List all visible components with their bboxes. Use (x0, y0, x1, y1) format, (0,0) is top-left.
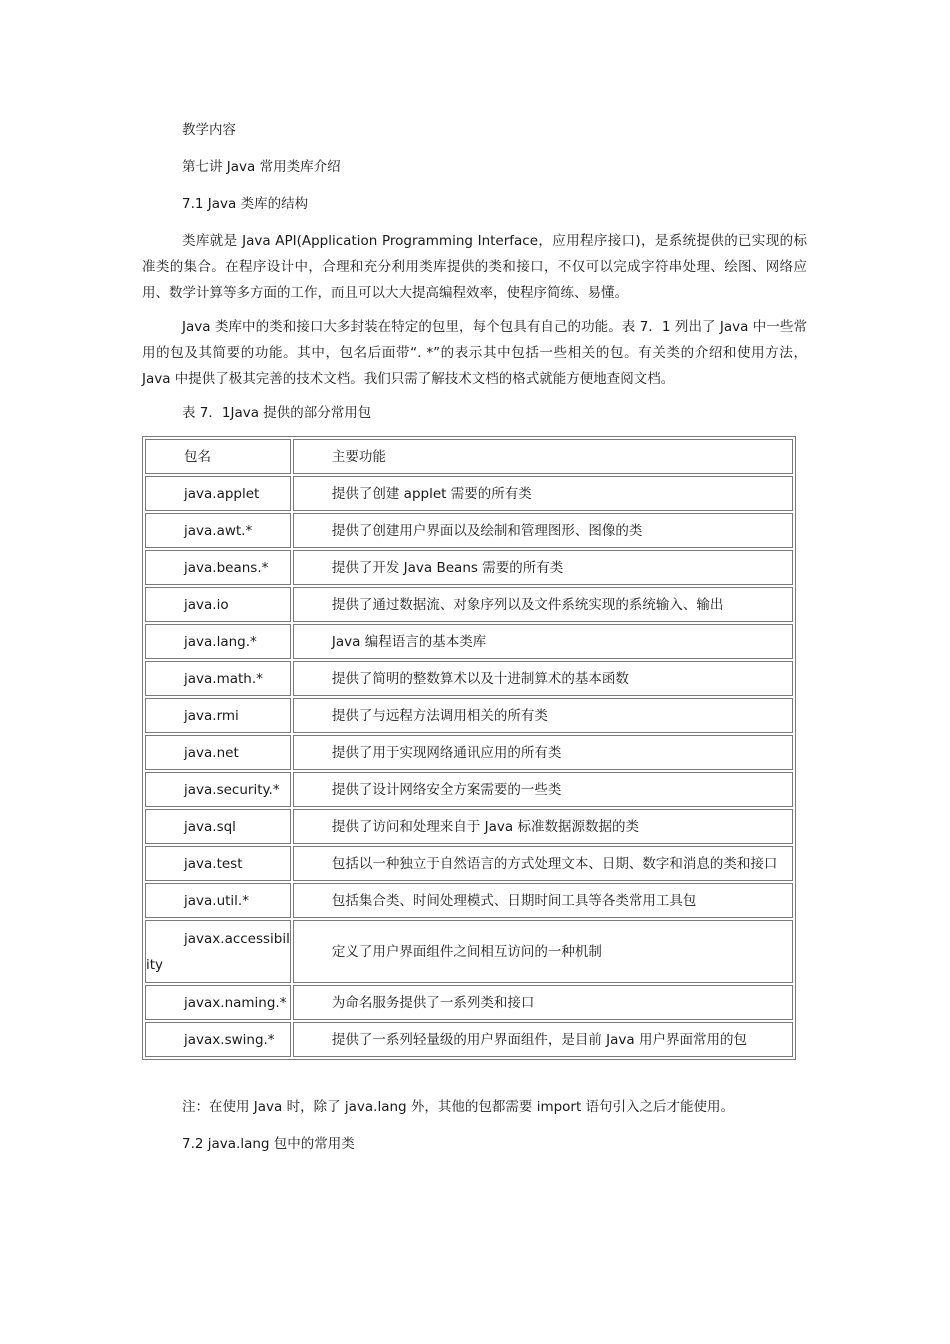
heading-7-1: 7.1 Java 类库的结构 (182, 196, 309, 212)
package-name-line-1: javax.accessibil (184, 930, 290, 947)
heading-7-2: 7.2 java.lang 包中的常用类 (182, 1136, 355, 1152)
table-row (145, 772, 793, 807)
table-caption: 表 7．1Java 提供的部分常用包 (182, 405, 372, 421)
package-function-cell: 提供了用于实现网络通讯应用的所有类 (293, 735, 793, 770)
package-function-cell: 提供了设计网络安全方案需要的一些类 (293, 772, 793, 807)
header-main-function: 主要功能 (293, 439, 793, 474)
table-row (145, 550, 793, 585)
package-function-cell: 为命名服务提供了一系列类和接口 (293, 985, 793, 1020)
package-name-cell: java.math.* (145, 661, 291, 696)
table-note: 注：在使用 Java 时，除了 java.lang 外，其他的包都需要 import 语句引入之后才能使用。 (182, 1099, 735, 1115)
package-function-cell: 包括集合类、时间处理模式、日期时间工具等各类常用工具包 (293, 883, 793, 918)
package-name-cell: java.net (145, 735, 291, 770)
package-name-line-2: ity (146, 956, 164, 973)
package-name-cell: java.test (145, 846, 291, 881)
package-function-cell: 提供了一系列轻量级的用户界面组件，是目前 Java 用户界面常用的包 (293, 1022, 793, 1057)
package-name-cell: java.lang.* (145, 624, 291, 659)
table-row (145, 476, 793, 511)
package-function-cell: 提供了访问和处理来自于 Java 标准数据源数据的类 (293, 809, 793, 844)
section-label: 教学内容 (182, 122, 236, 138)
package-function-cell: 提供了开发 Java Beans 需要的所有类 (293, 550, 793, 585)
table-row (145, 883, 793, 918)
package-name-cell: java.security.* (145, 772, 291, 807)
package-name-cell: java.applet (145, 476, 291, 511)
package-name-cell: java.rmi (145, 698, 291, 733)
package-function-cell: Java 编程语言的基本类库 (293, 624, 793, 659)
package-function-cell: 提供了创建用户界面以及绘制和管理图形、图像的类 (293, 513, 793, 548)
package-function-cell: 提供了简明的整数算术以及十进制算术的基本函数 (293, 661, 793, 696)
table-row (145, 661, 793, 696)
paragraph-intro: 类库就是 Java API(Application Programming Interface，应用程序接口)，是系统提供的已实现的标准类的集合。在程序设计中，合理和充分利用类库提供的类和接口，不仅可以完成字符串处理、绘图、网络应用、数学计算等多方面的工作，而且可以大大提高编程效率，使程序简练、易懂。 (142, 233, 807, 301)
table-row (145, 809, 793, 844)
package-function-cell: 提供了创建 applet 需要的所有类 (293, 476, 793, 511)
table-row (145, 587, 793, 622)
package-function-cell: 包括以一种独立于自然语言的方式处理文本、日期、数字和消息的类和接口 (293, 846, 793, 881)
package-name-cell: java.sql (145, 809, 291, 844)
package-name-cell: javax.naming.* (145, 985, 291, 1020)
table-row (145, 624, 793, 659)
table-row (145, 513, 793, 548)
package-name-cell: java.util.* (145, 883, 291, 918)
table-header-row (145, 439, 793, 474)
table-row (145, 920, 793, 983)
table-row (145, 985, 793, 1020)
package-name-cell: java.beans.* (145, 550, 291, 585)
package-function-cell: 定义了用户界面组件之间相互访问的一种机制 (293, 920, 793, 983)
package-function-cell: 提供了与远程方法调用相关的所有类 (293, 698, 793, 733)
paragraph-packages: Java 类库中的类和接口大多封装在特定的包里，每个包具有自己的功能。表 7．1 列出了 Java 中一些常用的包及其简要的功能。其中，包名后面带“. *”的表示其中包括一些相关的包。有关类的介绍和使用方法，Java 中提供了极其完善的技术文档。我们只需了解技术文档的格式就能方便地查阅文档。 (142, 319, 807, 387)
package-name-cell: java.io (145, 587, 291, 622)
package-name-cell: javax.swing.* (145, 1022, 291, 1057)
table-row (145, 698, 793, 733)
package-function-cell: 提供了通过数据流、对象序列以及文件系统实现的系统输入、输出 (293, 587, 793, 622)
lecture-title: 第七讲 Java 常用类库介绍 (182, 159, 341, 175)
table-row (145, 735, 793, 770)
table-row (145, 1022, 793, 1057)
header-package-name: 包名 (145, 439, 291, 474)
package-name-cell: java.awt.* (145, 513, 291, 548)
package-table (142, 436, 796, 1060)
package-name-cell (145, 920, 291, 983)
table-row (145, 846, 793, 881)
